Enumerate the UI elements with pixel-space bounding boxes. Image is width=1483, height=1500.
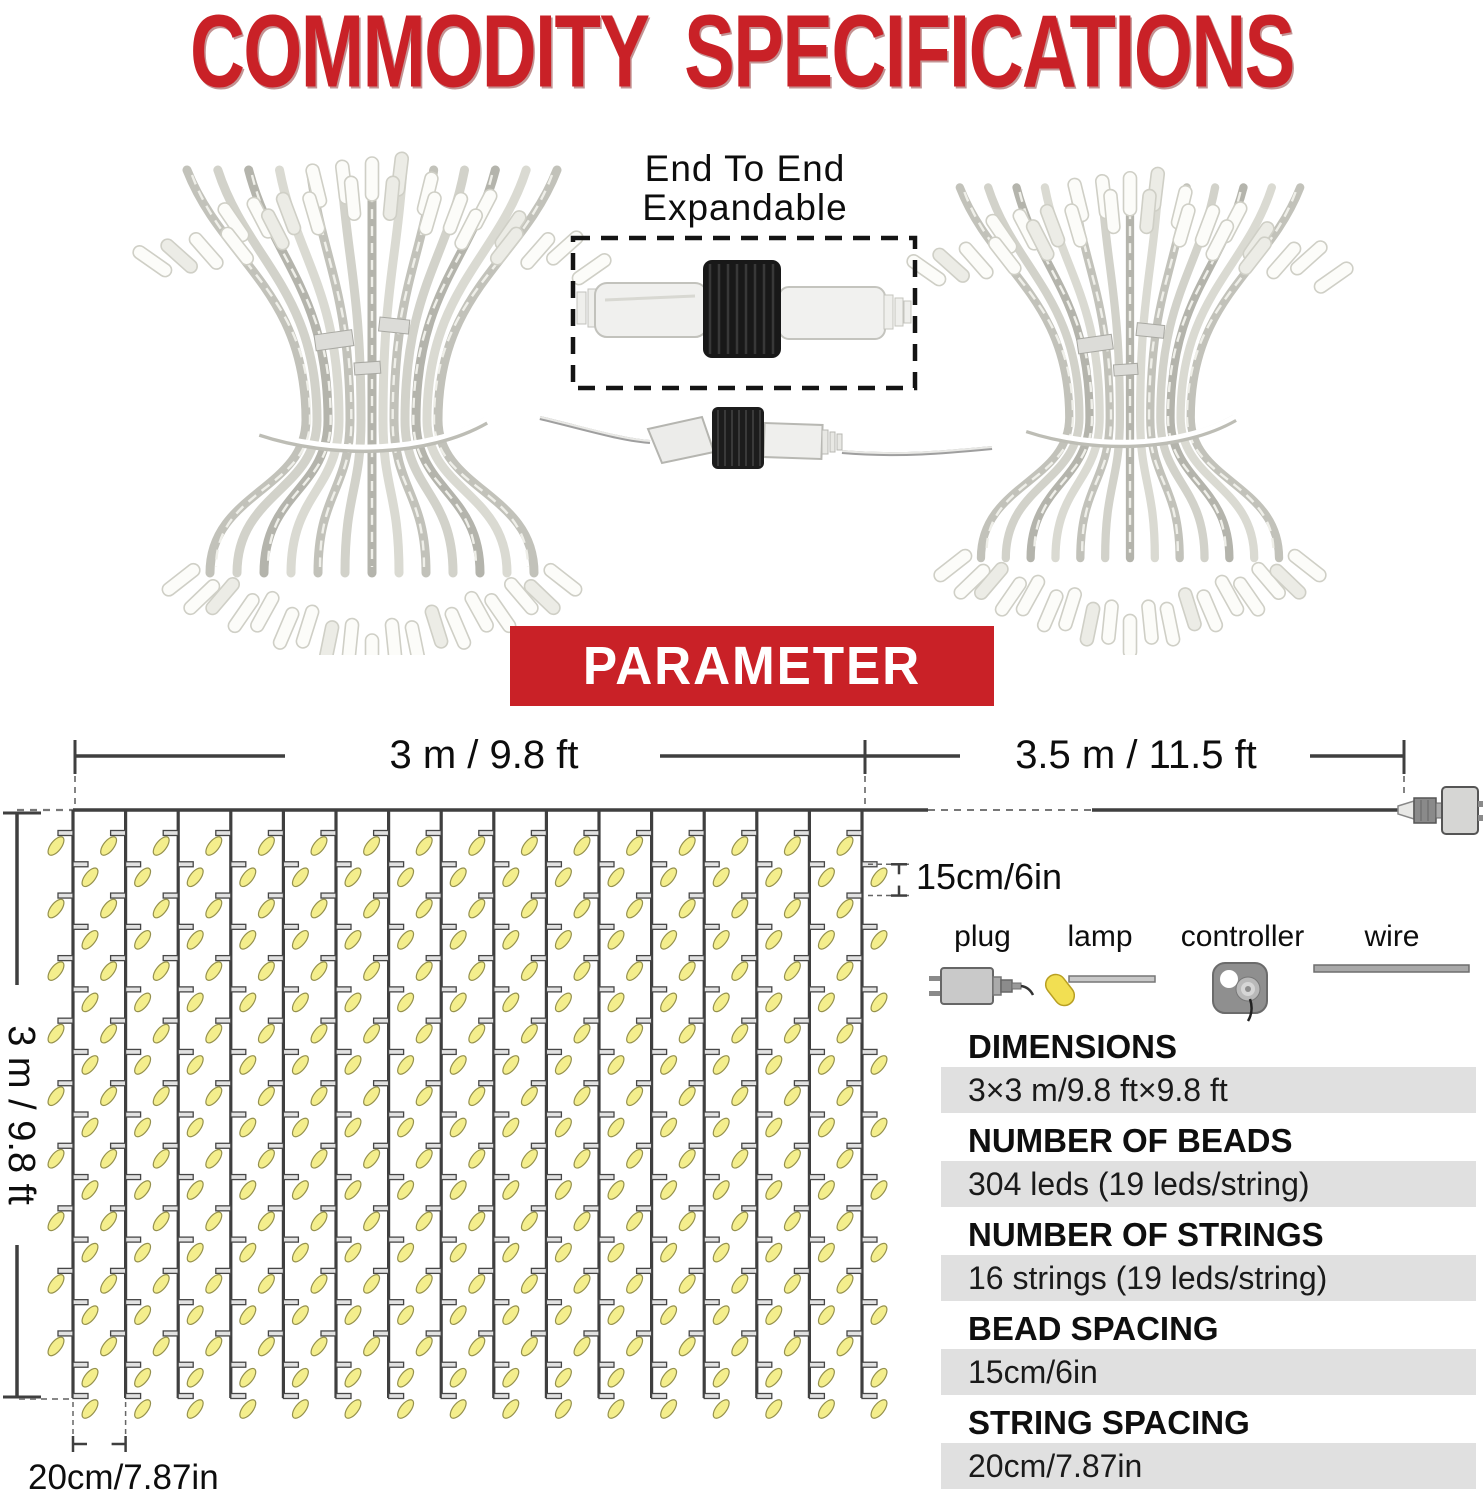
bead-spacing-label: 15cm/6in: [916, 856, 1063, 897]
legend-item-controller: [1180, 920, 1305, 1023]
spec-value: 3×3 m/9.8 ft×9.8 ft: [941, 1067, 1476, 1113]
spec-value: 304 leds (19 leds/string): [941, 1161, 1476, 1207]
wire-label: wire: [1364, 920, 1420, 953]
parameter-banner: PARAMETER: [510, 626, 994, 706]
controller-label: controller: [1180, 920, 1305, 953]
string-spacing-label: 20cm/7.87in: [28, 1458, 219, 1497]
legend-item-wire: [1312, 920, 1472, 977]
wire-icon: [1313, 961, 1471, 977]
expandable-label-line1: End To End: [644, 148, 846, 189]
spec-value: 15cm/6in: [941, 1349, 1476, 1395]
height-dimension-label: 3 m / 9.8 ft: [0, 1025, 42, 1205]
spec-value: 16 strings (19 leds/string): [941, 1255, 1476, 1301]
spec-header: NUMBER OF BEADS: [968, 1122, 1293, 1159]
spec-list: [941, 1026, 1476, 1496]
legend-item-plug: [925, 920, 1040, 1013]
page-title: COMMODITY SPECIFICATIONS: [189, 0, 1294, 109]
legend-item-lamp: [1040, 920, 1160, 1009]
plug-label: plug: [954, 920, 1011, 953]
spec-header: NUMBER OF STRINGS: [968, 1216, 1324, 1253]
controller-icon: [1210, 961, 1276, 1023]
plug-icon: [929, 961, 1037, 1013]
lamp-label: lamp: [1067, 920, 1133, 953]
lead-dimension-label: 3.5 m / 11.5 ft: [1015, 733, 1257, 777]
spec-header: DIMENSIONS: [968, 1028, 1178, 1065]
spec-value: 20cm/7.87in: [941, 1443, 1476, 1489]
expandable-label-line2: Expandable: [642, 187, 848, 228]
width-dimension-label: 3 m / 9.8 ft: [389, 733, 579, 777]
spec-header: STRING SPACING: [968, 1404, 1250, 1441]
spec-header: BEAD SPACING: [968, 1310, 1219, 1347]
lamp-icon: [1041, 961, 1159, 1009]
